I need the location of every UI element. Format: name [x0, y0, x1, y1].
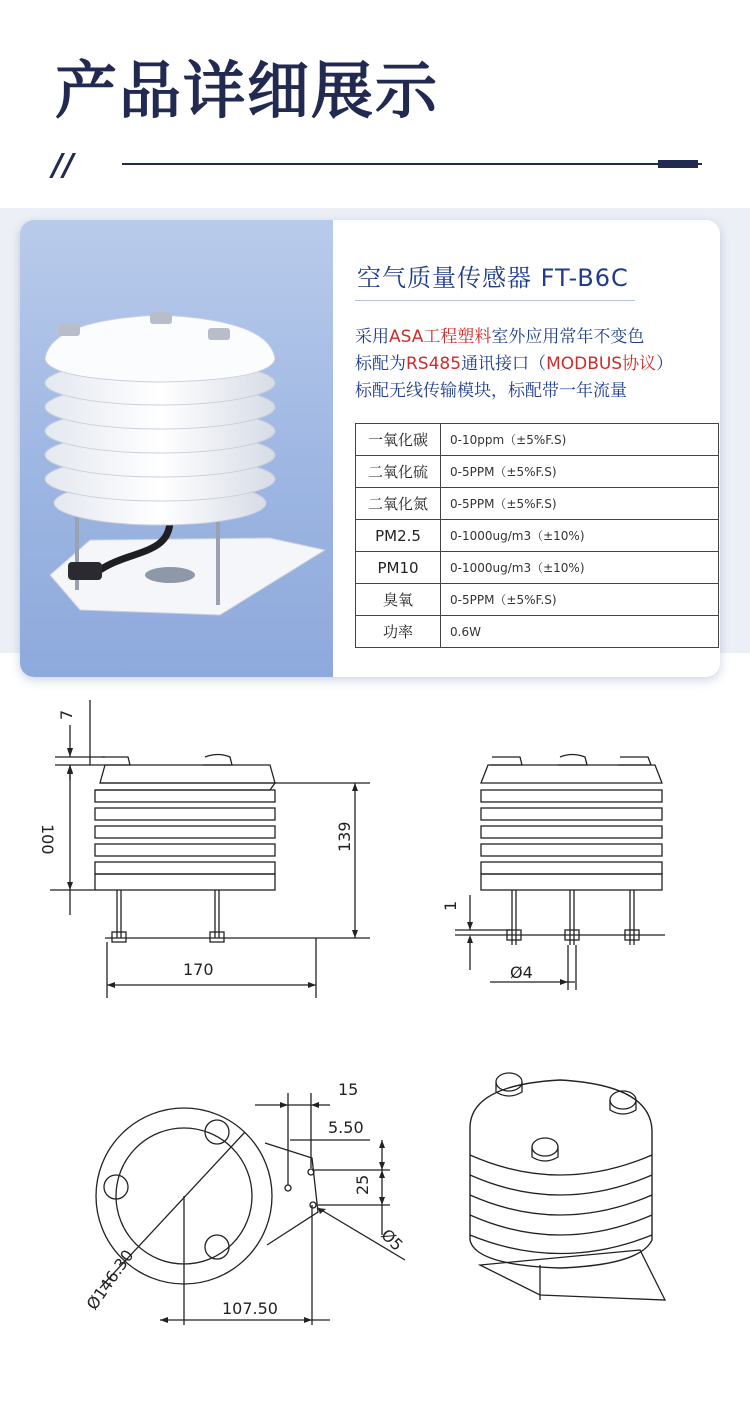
dim-body-label: 100	[38, 824, 57, 855]
title-underline-accent	[658, 160, 698, 168]
front-view-drawing	[50, 700, 370, 998]
dim-rod-label: Ø4	[510, 963, 533, 982]
spec-name: 二氧化氮	[356, 488, 441, 520]
dim-hole-label: Ø5	[377, 1225, 407, 1255]
feature-highlight: RS485	[406, 354, 462, 374]
title-slash-decoration: //	[52, 148, 74, 183]
feature-text: 标配为	[355, 354, 406, 374]
title-underline	[122, 163, 702, 165]
feature-text: ）	[656, 354, 674, 374]
product-photo	[20, 220, 333, 677]
page-title: 产品详细展示	[55, 54, 440, 127]
feature-text: 标配无线传输模块，标配带一年流量	[355, 381, 627, 401]
dim-offset-label: 107.50	[222, 1299, 278, 1318]
feature-line-material	[355, 322, 644, 347]
spec-value: 0-5PPM（±5%F.S)	[441, 456, 719, 488]
dim-top-label: 7	[57, 709, 76, 720]
spec-value: 0-1000ug/m3（±10%)	[441, 552, 719, 584]
spec-value: 0-10ppm（±5%F.S)	[441, 424, 719, 456]
spec-value: 0.6W	[441, 616, 719, 648]
side-view-drawing	[455, 755, 665, 991]
spec-name: PM10	[356, 552, 441, 584]
spec-value: 0-5PPM（±5%F.S)	[441, 488, 719, 520]
feature-highlight: MODBUS协议	[546, 354, 657, 374]
table-row	[356, 616, 719, 648]
spec-name: 二氧化硫	[356, 456, 441, 488]
bottom-view-drawing	[96, 1093, 405, 1325]
spec-table	[355, 423, 719, 648]
feature-line-wireless	[355, 376, 627, 401]
feature-text: 通讯接口（	[461, 354, 547, 374]
feature-text: 采用	[355, 327, 389, 347]
spec-name: 臭氧	[356, 584, 441, 616]
isometric-view-drawing	[470, 1073, 665, 1300]
dim-diameter-label: Ø146.30	[82, 1246, 138, 1314]
table-row	[356, 584, 719, 616]
sensor-illustration	[20, 220, 333, 677]
dim-25-label: 25	[353, 1174, 372, 1195]
spec-name: 功率	[356, 616, 441, 648]
table-row	[356, 488, 719, 520]
dim-width-label: 170	[183, 960, 214, 979]
table-row	[356, 456, 719, 488]
spec-value: 0-1000ug/m3（±10%)	[441, 520, 719, 552]
table-row	[356, 424, 719, 456]
feature-line-interface	[355, 349, 673, 374]
spec-name: 一氧化碳	[356, 424, 441, 456]
feature-text: 室外应用常年不变色	[491, 327, 645, 347]
table-row	[356, 520, 719, 552]
spec-name: PM2.5	[356, 520, 441, 552]
product-title-rule	[355, 300, 635, 301]
dim-15-label: 15	[338, 1080, 359, 1099]
feature-highlight: ASA工程塑料	[389, 327, 492, 347]
product-card	[20, 220, 720, 677]
product-title: 空气质量传感器 FT-B6C	[357, 264, 629, 292]
dim-total-label: 139	[335, 821, 354, 852]
dim-550-label: 5.50	[328, 1118, 364, 1137]
spec-value: 0-5PPM（±5%F.S)	[441, 584, 719, 616]
dim-gap-label: 1	[441, 900, 460, 911]
table-row	[356, 552, 719, 584]
